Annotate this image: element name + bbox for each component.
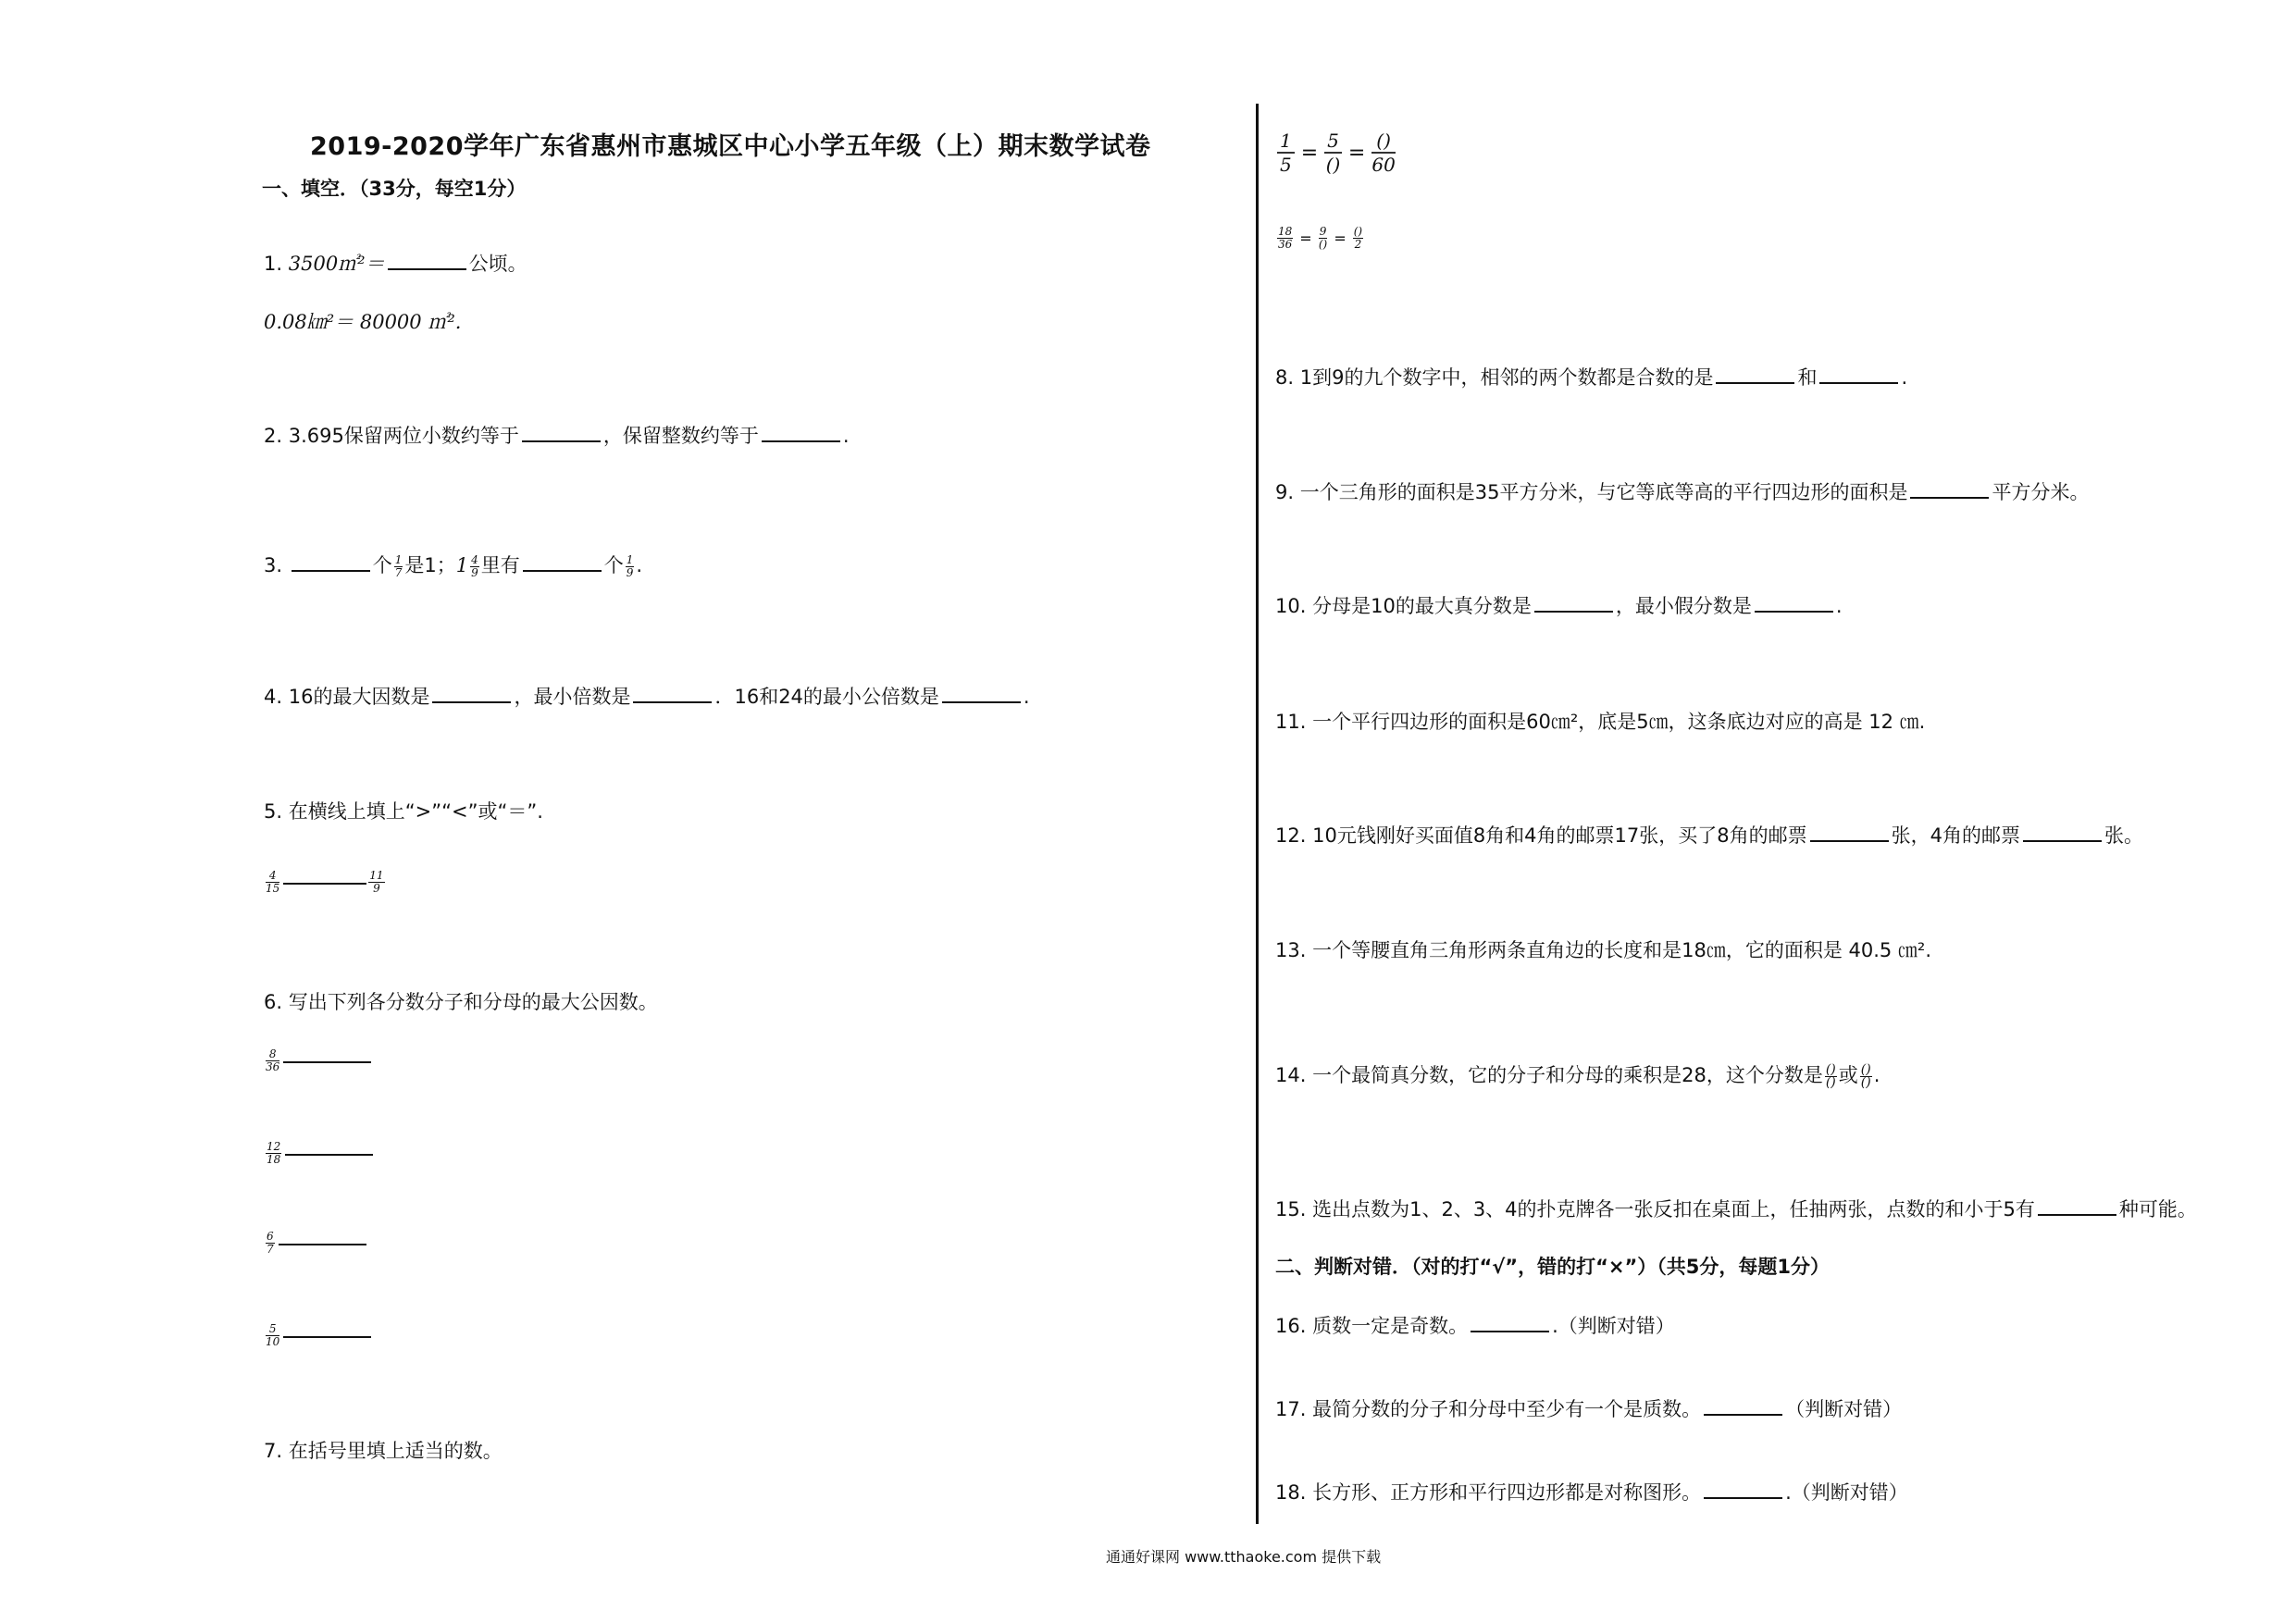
question-4 [264, 683, 1030, 711]
question-13 [1275, 936, 1931, 964]
question-number: 17. [1275, 1398, 1307, 1420]
question-text: ．16和24的最小公倍数是 [714, 686, 939, 708]
question-text: 张。 [2104, 824, 2143, 847]
question-text: 是1； [404, 554, 456, 576]
question-6 [264, 988, 658, 1016]
answer-blank[interactable] [1471, 1312, 1549, 1332]
question-number: 14. [1275, 1064, 1307, 1086]
fraction: $\frac{5}{()}$ [1325, 130, 1341, 176]
fraction: $\frac{1}{7}$ [394, 552, 403, 579]
question-text: 一个平行四边形的面积是60㎝²，底是5㎝，这条底边对应的高是 12 ㎝. [1312, 711, 1926, 733]
question-number: 4. [264, 686, 283, 708]
answer-blank[interactable] [388, 250, 466, 270]
fraction-answer[interactable]: $\frac{()}{()}$ [1825, 1061, 1836, 1090]
question-16 [1275, 1312, 1675, 1340]
answer-blank[interactable] [1534, 592, 1613, 613]
question-2 [264, 422, 850, 450]
question-17 [1275, 1395, 1902, 1423]
question-number: 5. [264, 800, 283, 823]
question-number: 10. [1275, 595, 1307, 617]
question-text: 长方形、正方形和平行四边形都是对称图形。 [1312, 1481, 1702, 1504]
answer-blank[interactable] [522, 422, 601, 442]
question-text: 里有 [480, 554, 520, 576]
answer-blank[interactable] [292, 551, 370, 572]
fraction: $\frac{1}{5}$ [1277, 130, 1295, 176]
question-1-part-2: 0.08㎞²＝ 80000 ㎡². [264, 311, 462, 333]
section-fill-in-heading: 一、填空．（33分，每空1分） [262, 178, 527, 200]
question-text: ，最小假分数是 [1615, 595, 1752, 617]
column-divider [1256, 104, 1259, 1524]
question-12 [1275, 822, 2143, 849]
question-text: 和 [1797, 366, 1818, 389]
answer-blank[interactable] [762, 422, 840, 442]
answer-blank[interactable] [283, 1059, 371, 1063]
question-text: . [636, 554, 643, 576]
question-number: 6. [264, 991, 283, 1013]
question-text: 最简分数的分子和分母中至少有一个是质数。 [1312, 1398, 1702, 1420]
question-7 [264, 1437, 503, 1465]
fraction: $\frac{1}{9}$ [626, 552, 634, 579]
fraction: $\frac{4}{9}$ [471, 552, 478, 579]
question-1 [264, 250, 527, 278]
answer-blank[interactable] [1755, 592, 1833, 613]
fraction: $\frac{4}{15}$ [266, 869, 280, 895]
question-8 [1275, 364, 1907, 391]
answer-blank[interactable] [1704, 1395, 1782, 1416]
question-text: 个 [372, 554, 392, 576]
question-text: 在横线上填上“>”“<”或“＝”. [288, 800, 543, 823]
question-3 [264, 551, 642, 579]
question-text: .（判断对错） [1552, 1315, 1675, 1337]
question-7-equation-1 [1275, 130, 1397, 176]
question-number: 13. [1275, 939, 1307, 961]
question-text: . [1023, 686, 1030, 708]
answer-blank[interactable] [942, 683, 1021, 703]
question-number: 12. [1275, 824, 1307, 847]
equals-sign: = [1334, 229, 1347, 247]
fraction: $\frac{18}{36}$ [1278, 225, 1293, 251]
question-6-item [264, 1323, 371, 1348]
question-14 [1275, 1061, 1880, 1089]
answer-blank[interactable] [633, 683, 712, 703]
question-text: 一个三角形的面积是35平方分米，与它等底等高的平行四边形的面积是 [1299, 481, 1908, 503]
equals-sign: = [1347, 141, 1366, 165]
question-text: ，保留整数约等于 [602, 425, 759, 447]
mixed-number-whole: 1 [455, 554, 469, 576]
question-11 [1275, 708, 1925, 736]
question-6-item [264, 1231, 366, 1256]
question-number: 15. [1275, 1198, 1307, 1220]
question-number: 3. [264, 554, 283, 576]
answer-blank[interactable] [432, 683, 511, 703]
question-text: 一个等腰直角三角形两条直角边的长度和是18㎝，它的面积是 40.5 ㎝². [1312, 939, 1932, 961]
question-text: 3.695保留两位小数约等于 [288, 425, 519, 447]
question-text: 在括号里填上适当的数。 [288, 1440, 503, 1462]
question-5 [264, 798, 543, 825]
fraction: $\frac{11}{9}$ [369, 869, 384, 895]
page-title: 2019-2020学年广东省惠州市惠城区中心小学五年级（上）期末数学试卷 [310, 132, 1151, 161]
question-text: 写出下列各分数分子和分母的最大公因数。 [288, 991, 658, 1013]
question-number: 7. [264, 1440, 283, 1462]
question-7-equation-2 [1275, 226, 1365, 251]
fraction: $\frac{()}{60}$ [1371, 130, 1396, 176]
fraction: $\frac{6}{7}$ [267, 1230, 274, 1256]
question-number: 8. [1275, 366, 1295, 389]
page-footer: 通通好课网 www.tthaoke.com 提供下载 [1106, 1548, 1382, 1566]
fraction: $\frac{5}{10}$ [266, 1322, 280, 1348]
answer-blank[interactable] [2038, 1196, 2116, 1216]
question-text: .（判断对错） [1785, 1481, 1908, 1504]
question-18 [1275, 1479, 1908, 1506]
fraction: $\frac{()}{2}$ [1353, 225, 1363, 251]
answer-blank[interactable] [2023, 822, 2102, 842]
question-text: 选出点数为1、2、3、4的扑克牌各一张反扣在桌面上，任抽两张，点数的和小于5有 [1312, 1198, 2035, 1220]
question-number: 18. [1275, 1481, 1307, 1504]
question-10 [1275, 592, 1843, 620]
question-text: . [1835, 595, 1843, 617]
question-5-comparison [264, 870, 387, 895]
answer-blank[interactable] [1716, 364, 1794, 384]
question-text: 一个最简真分数，它的分子和分母的乘积是28，这个分数是 [1312, 1064, 1823, 1086]
fraction: $\frac{12}{18}$ [267, 1140, 281, 1166]
answer-blank[interactable] [1810, 822, 1889, 842]
answer-blank[interactable] [1910, 478, 1989, 499]
question-text: 质数一定是奇数。 [1312, 1315, 1469, 1337]
question-text: ，最小倍数是 [514, 686, 631, 708]
fraction-answer[interactable]: $\frac{()}{()}$ [1860, 1061, 1871, 1090]
equals-sign: = [1299, 229, 1312, 247]
question-number: 16. [1275, 1315, 1307, 1337]
question-text: . [1873, 1064, 1880, 1086]
question-6-item [264, 1048, 371, 1073]
question-9 [1275, 478, 2089, 506]
question-number: 2. [264, 425, 283, 447]
question-text: 公顷。 [468, 253, 527, 275]
question-15 [1275, 1196, 2197, 1223]
question-text: （判断对错） [1785, 1398, 1903, 1420]
question-text: 个 [603, 554, 624, 576]
answer-blank[interactable] [1704, 1479, 1782, 1499]
question-text: . [1901, 366, 1908, 389]
question-text: 张，4角的邮票 [1891, 824, 2020, 847]
question-text: . [842, 425, 850, 447]
question-text: 平方分米。 [1992, 481, 2090, 503]
fraction: $\frac{8}{36}$ [266, 1047, 280, 1073]
fraction: $\frac{9}{()}$ [1318, 225, 1328, 251]
answer-blank[interactable] [279, 1242, 366, 1245]
equals-sign: = [1300, 141, 1319, 165]
answer-blank[interactable] [523, 551, 602, 572]
answer-blank[interactable] [283, 1334, 371, 1338]
question-number: 11. [1275, 711, 1307, 733]
question-text: 16的最大因数是 [288, 686, 430, 708]
section-true-false-heading: 二、判断对错．（对的打“√”，错的打“×”）（共5分，每题1分） [1275, 1256, 1831, 1278]
question-text: 10元钱刚好买面值8角和4角的邮票17张，买了8角的邮票 [1312, 824, 1807, 847]
answer-blank[interactable] [1819, 364, 1898, 384]
question-6-item [264, 1141, 373, 1166]
question-text: 1到9的九个数字中，相邻的两个数都是合数的是 [1299, 366, 1714, 389]
question-text: 种可能。 [2118, 1198, 2197, 1220]
question-text: 或 [1838, 1064, 1858, 1086]
question-number: 1. [264, 253, 283, 275]
question-text: 分母是10的最大真分数是 [1312, 595, 1532, 617]
answer-blank[interactable] [285, 1152, 373, 1156]
question-text: 3500㎡²＝ [288, 253, 385, 275]
question-number: 9. [1275, 481, 1295, 503]
answer-blank[interactable] [283, 881, 366, 885]
